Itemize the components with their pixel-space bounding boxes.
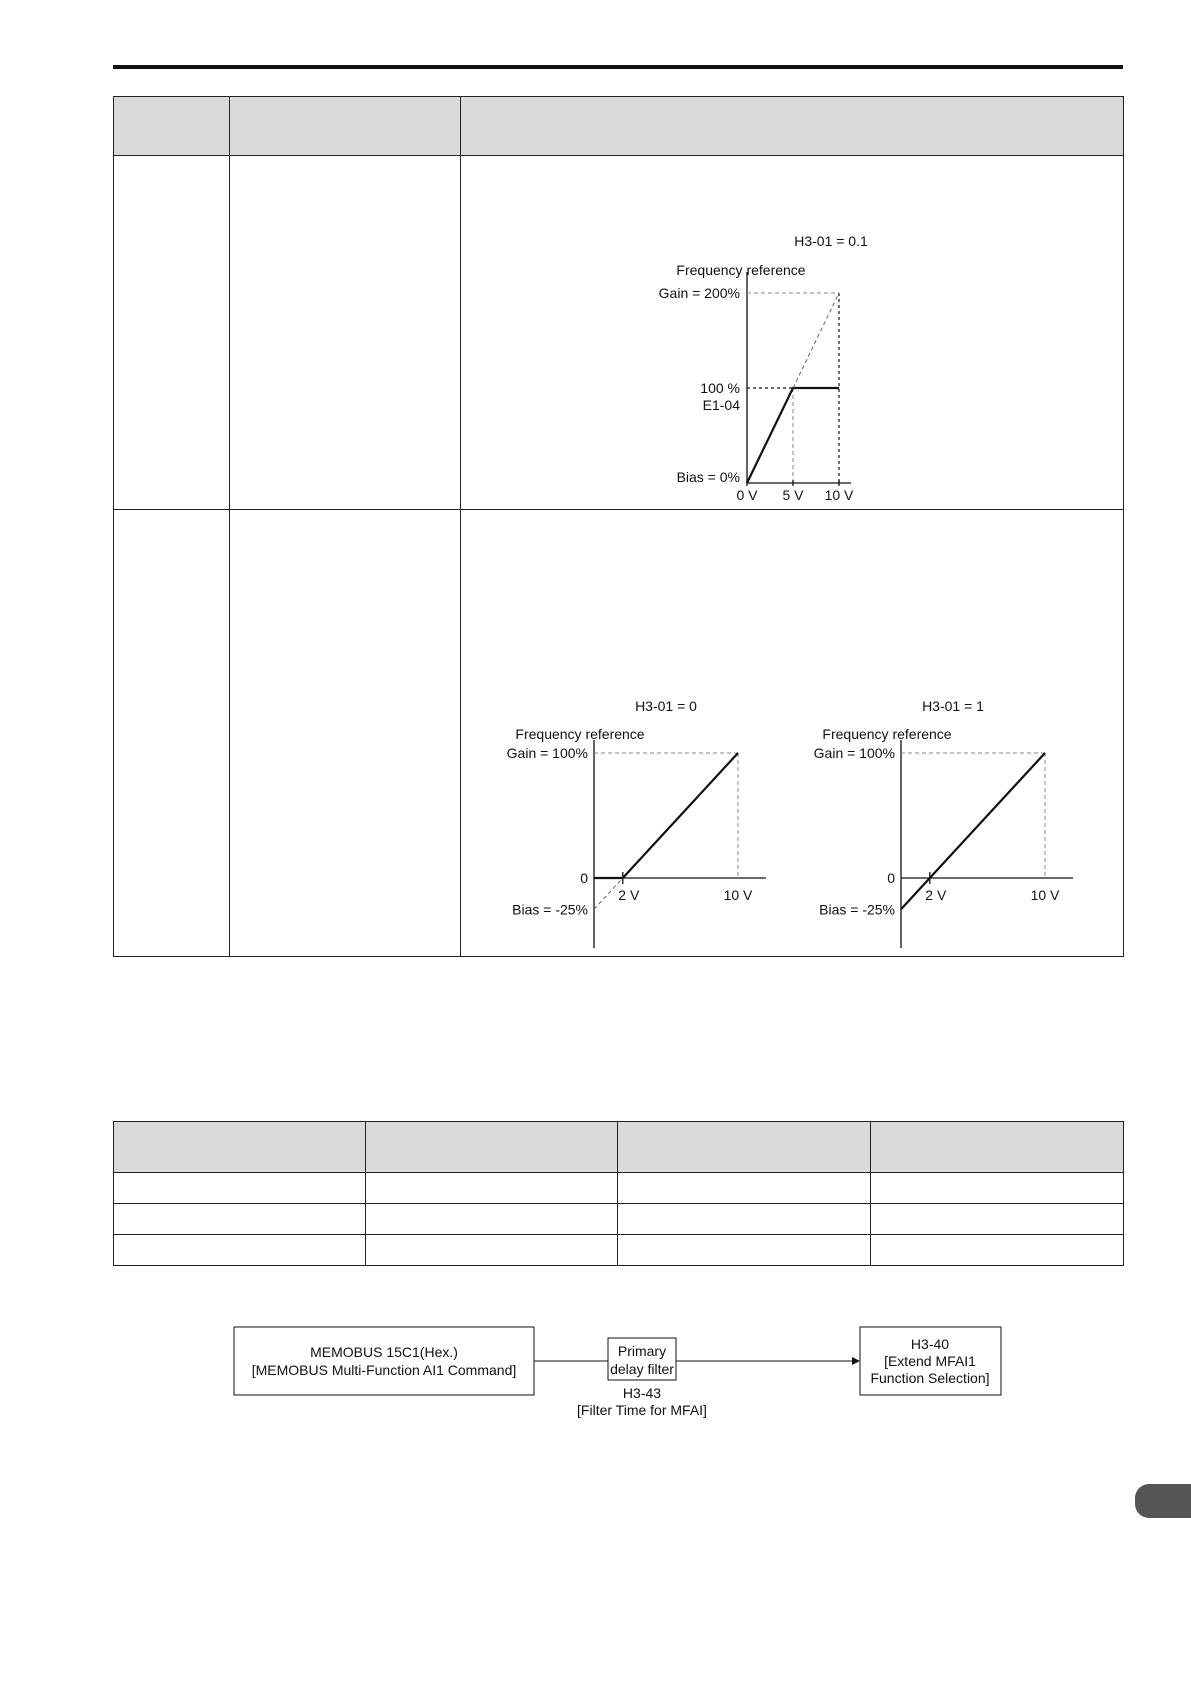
chart-title: H3-01 = 1 — [922, 698, 984, 714]
table-cell — [366, 1235, 618, 1266]
chart-pair-h3-01 — [461, 510, 1124, 956]
header-cell-3 — [461, 97, 1124, 156]
header-cell-2 — [230, 97, 461, 156]
filter-line-1: Primary — [617, 1343, 667, 1359]
header-cell-4 — [871, 1122, 1124, 1173]
settings-table — [113, 96, 1124, 957]
table-cell — [114, 1173, 366, 1204]
filter-param-name: [Filter Time for MFAI] — [577, 1402, 707, 1418]
top-rule — [113, 65, 1123, 69]
chart-cell-2 — [461, 510, 1124, 957]
x-tick-label: 5 V — [782, 487, 804, 503]
table-cell — [230, 510, 461, 957]
table-cell — [230, 156, 461, 510]
y-tick-label: Bias = -25% — [512, 901, 588, 918]
table-cell — [871, 1235, 1124, 1266]
table-cell — [366, 1204, 618, 1235]
table-cell — [618, 1204, 871, 1235]
series-line-solid — [594, 753, 738, 878]
table-row — [114, 1235, 1124, 1266]
header-cell-1 — [114, 1122, 366, 1173]
series-line-dashed — [793, 293, 839, 388]
table-cell — [114, 510, 230, 957]
y-tick-label: Gain = 100% — [813, 745, 895, 761]
x-tick-label: 2 V — [925, 887, 947, 903]
table-cell — [871, 1173, 1124, 1204]
filter-line-2: delay filter — [610, 1361, 674, 1377]
filter-param: H3-43 — [622, 1385, 662, 1401]
header-cell-2 — [366, 1122, 618, 1173]
table-row — [114, 156, 1124, 510]
table-cell — [871, 1204, 1124, 1235]
x-tick-label: 10 V — [1030, 887, 1060, 903]
chapter-tab — [1135, 1484, 1191, 1518]
memobus-command-box — [234, 1327, 534, 1395]
x-tick-label: 0 V — [736, 487, 758, 503]
table-row — [114, 510, 1124, 957]
block-diagram — [0, 1318, 1191, 1438]
header-cell-1 — [114, 97, 230, 156]
y-tick-label: Gain = 200% — [658, 285, 740, 301]
table-cell — [618, 1235, 871, 1266]
series-line-solid — [901, 753, 1045, 909]
output-line-2: [Extend MFAI1 — [884, 1353, 976, 1369]
table-header-row — [114, 1122, 1124, 1173]
chart-title: H3-01 = 0.1 — [794, 233, 868, 249]
x-tick-label: 10 V — [723, 887, 753, 903]
header-cell-3 — [618, 1122, 871, 1173]
table-cell — [114, 156, 230, 510]
y-tick-label: 0 — [887, 870, 895, 886]
memobus-line-2: [MEMOBUS Multi-Function AI1 Command] — [251, 1362, 517, 1378]
output-line-1: H3-40 — [910, 1336, 950, 1352]
y-tick-label: Gain = 100% — [506, 745, 588, 761]
memobus-line-1: MEMOBUS 15C1(Hex.) — [310, 1344, 458, 1360]
y-tick-label: Bias = 0% — [676, 469, 740, 485]
output-line-3: Function Selection] — [870, 1370, 990, 1386]
chart-title: H3-01 = 0 — [635, 698, 697, 714]
x-tick-label: 2 V — [618, 887, 640, 903]
y-tick-label: E1-04 — [702, 397, 740, 413]
table-header-row — [114, 97, 1124, 156]
table-cell — [618, 1173, 871, 1204]
table-cell — [114, 1235, 366, 1266]
y-axis-label: Frequency reference — [676, 262, 806, 278]
y-axis-label: Frequency reference — [822, 726, 952, 742]
table-row — [114, 1173, 1124, 1204]
y-tick-label: Bias = -25% — [819, 901, 895, 918]
table-row — [114, 1204, 1124, 1235]
chart-h3-01-0-1 — [461, 156, 1124, 509]
y-axis-label: Frequency reference — [515, 726, 645, 742]
chart-cell-1 — [461, 156, 1124, 510]
table-cell — [114, 1204, 366, 1235]
x-tick-label: 10 V — [824, 487, 854, 503]
table-cell — [366, 1173, 618, 1204]
parameter-table — [113, 1121, 1124, 1266]
y-tick-label: 100 % — [700, 380, 740, 396]
y-tick-label: 0 — [580, 870, 588, 886]
